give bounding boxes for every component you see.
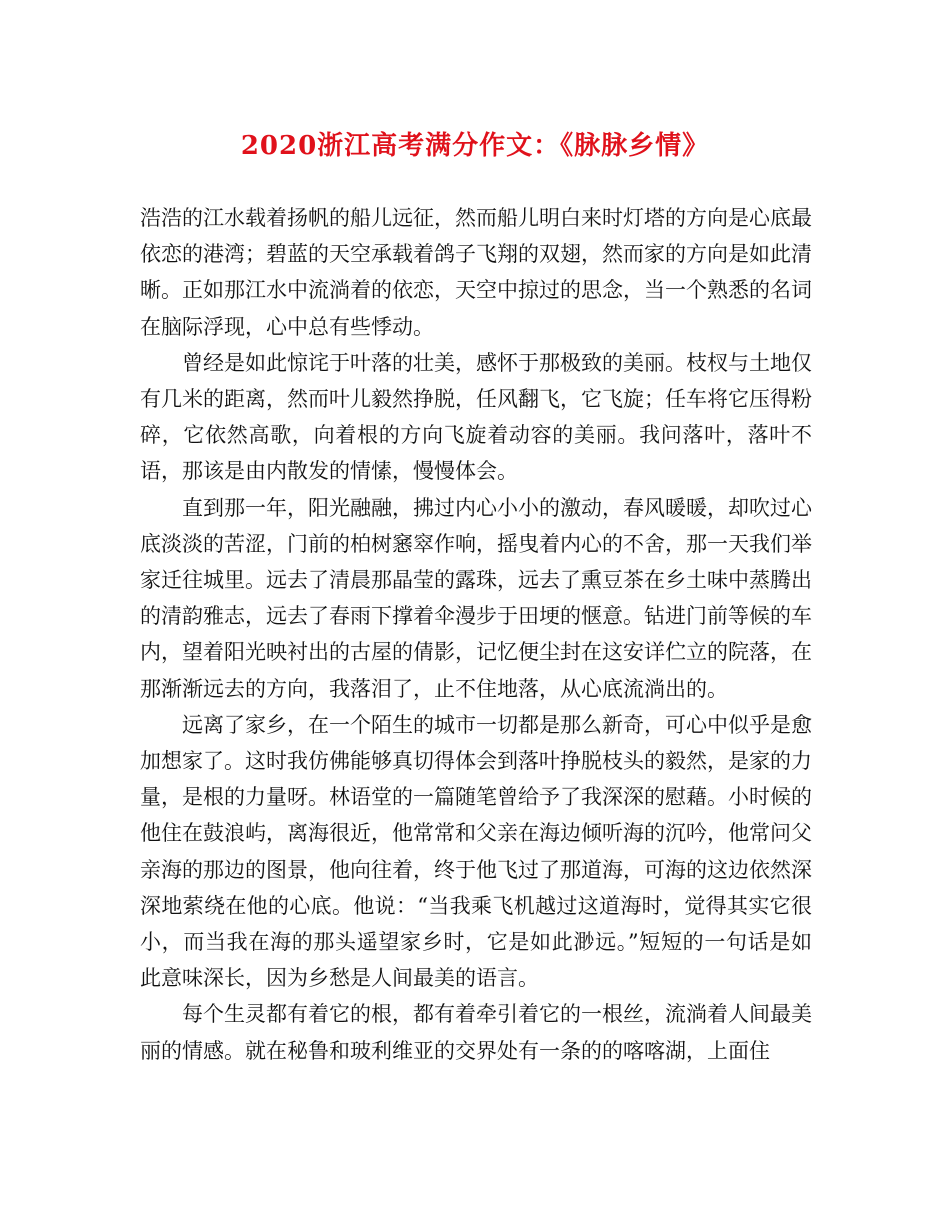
document-body [140, 200, 812, 1069]
paragraph-3: 直到那一年，阳光融融，拂过内心小小的激动，春风暖暖，却吹过心底淡淡的苦涩，门前的柏树窸窣作响，摇曳着内心的不舍，那一天我们举家迁往城里。远去了清晨那晶莹的露珠，远去了熏豆茶在乡土味中蒸腾出的清韵雅志，远去了春雨下撑着伞漫步于田埂的惬意。钻进门前等候的车内，望着阳光映衬出的古屋的倩影，记忆便尘封在这安详伫立的院落，在那渐渐远去的方向，我落泪了，止不住地落，从心底流淌出的。 [140, 495, 812, 701]
paragraph-1: 浩浩的江水载着扬帆的船儿远征，然而船儿明白来时灯塔的方向是心底最依恋的港湾；碧蓝的天空承载着鸽子飞翔的双翅，然而家的方向是如此清晰。正如那江水中流淌着的依恋，天空中掠过的思念，当一个熟悉的名词在脑际浮现，心中总有些悸动。 [140, 206, 812, 339]
document-title: 2020浙江高考满分作文：《脉脉乡情》 [240, 131, 710, 161]
paragraph-2: 曾经是如此惊诧于叶落的壮美，感怀于那极致的美丽。枝杈与土地仅有几米的距离，然而叶儿毅然挣脱，任风翻飞，它飞旋；任车将它压得粉碎，它依然高歌，向着根的方向飞旋着动容的美丽。我问落叶，落叶不语，那该是由内散发的情愫，慢慢体会。 [140, 350, 812, 484]
paragraph-4: 远离了家乡，在一个陌生的城市一切都是那么新奇，可心中似乎是愈加想家了。这时我仿佛能够真切得体会到落叶挣脱枝头的毅然，是家的力量，是根的力量呀。林语堂的一篇随笔曾给予了我深深的慰藉。小时候的他住在鼓浪屿，离海很近，他常常和父亲在海边倾听海的沉吟，他常问父亲海的那边的图景，他向往着，终于他飞过了那道海，可海的这边依然深深地萦绕在他的心底。他说：“当我乘飞机越过这道海时，觉得其实它很小，而当我在海的那头遥望家乡时，它是如此渺远。”短短的一句话是如此意味深长，因为乡愁是人间最美的语言。 [140, 712, 812, 991]
paragraph-5: 每个生灵都有着它的根，都有着牵引着它的一根丝，流淌着人间最美丽的情感。就在秘鲁和玻利维亚的交界处有一条的的喀喀湖，上面住 [140, 1002, 812, 1063]
